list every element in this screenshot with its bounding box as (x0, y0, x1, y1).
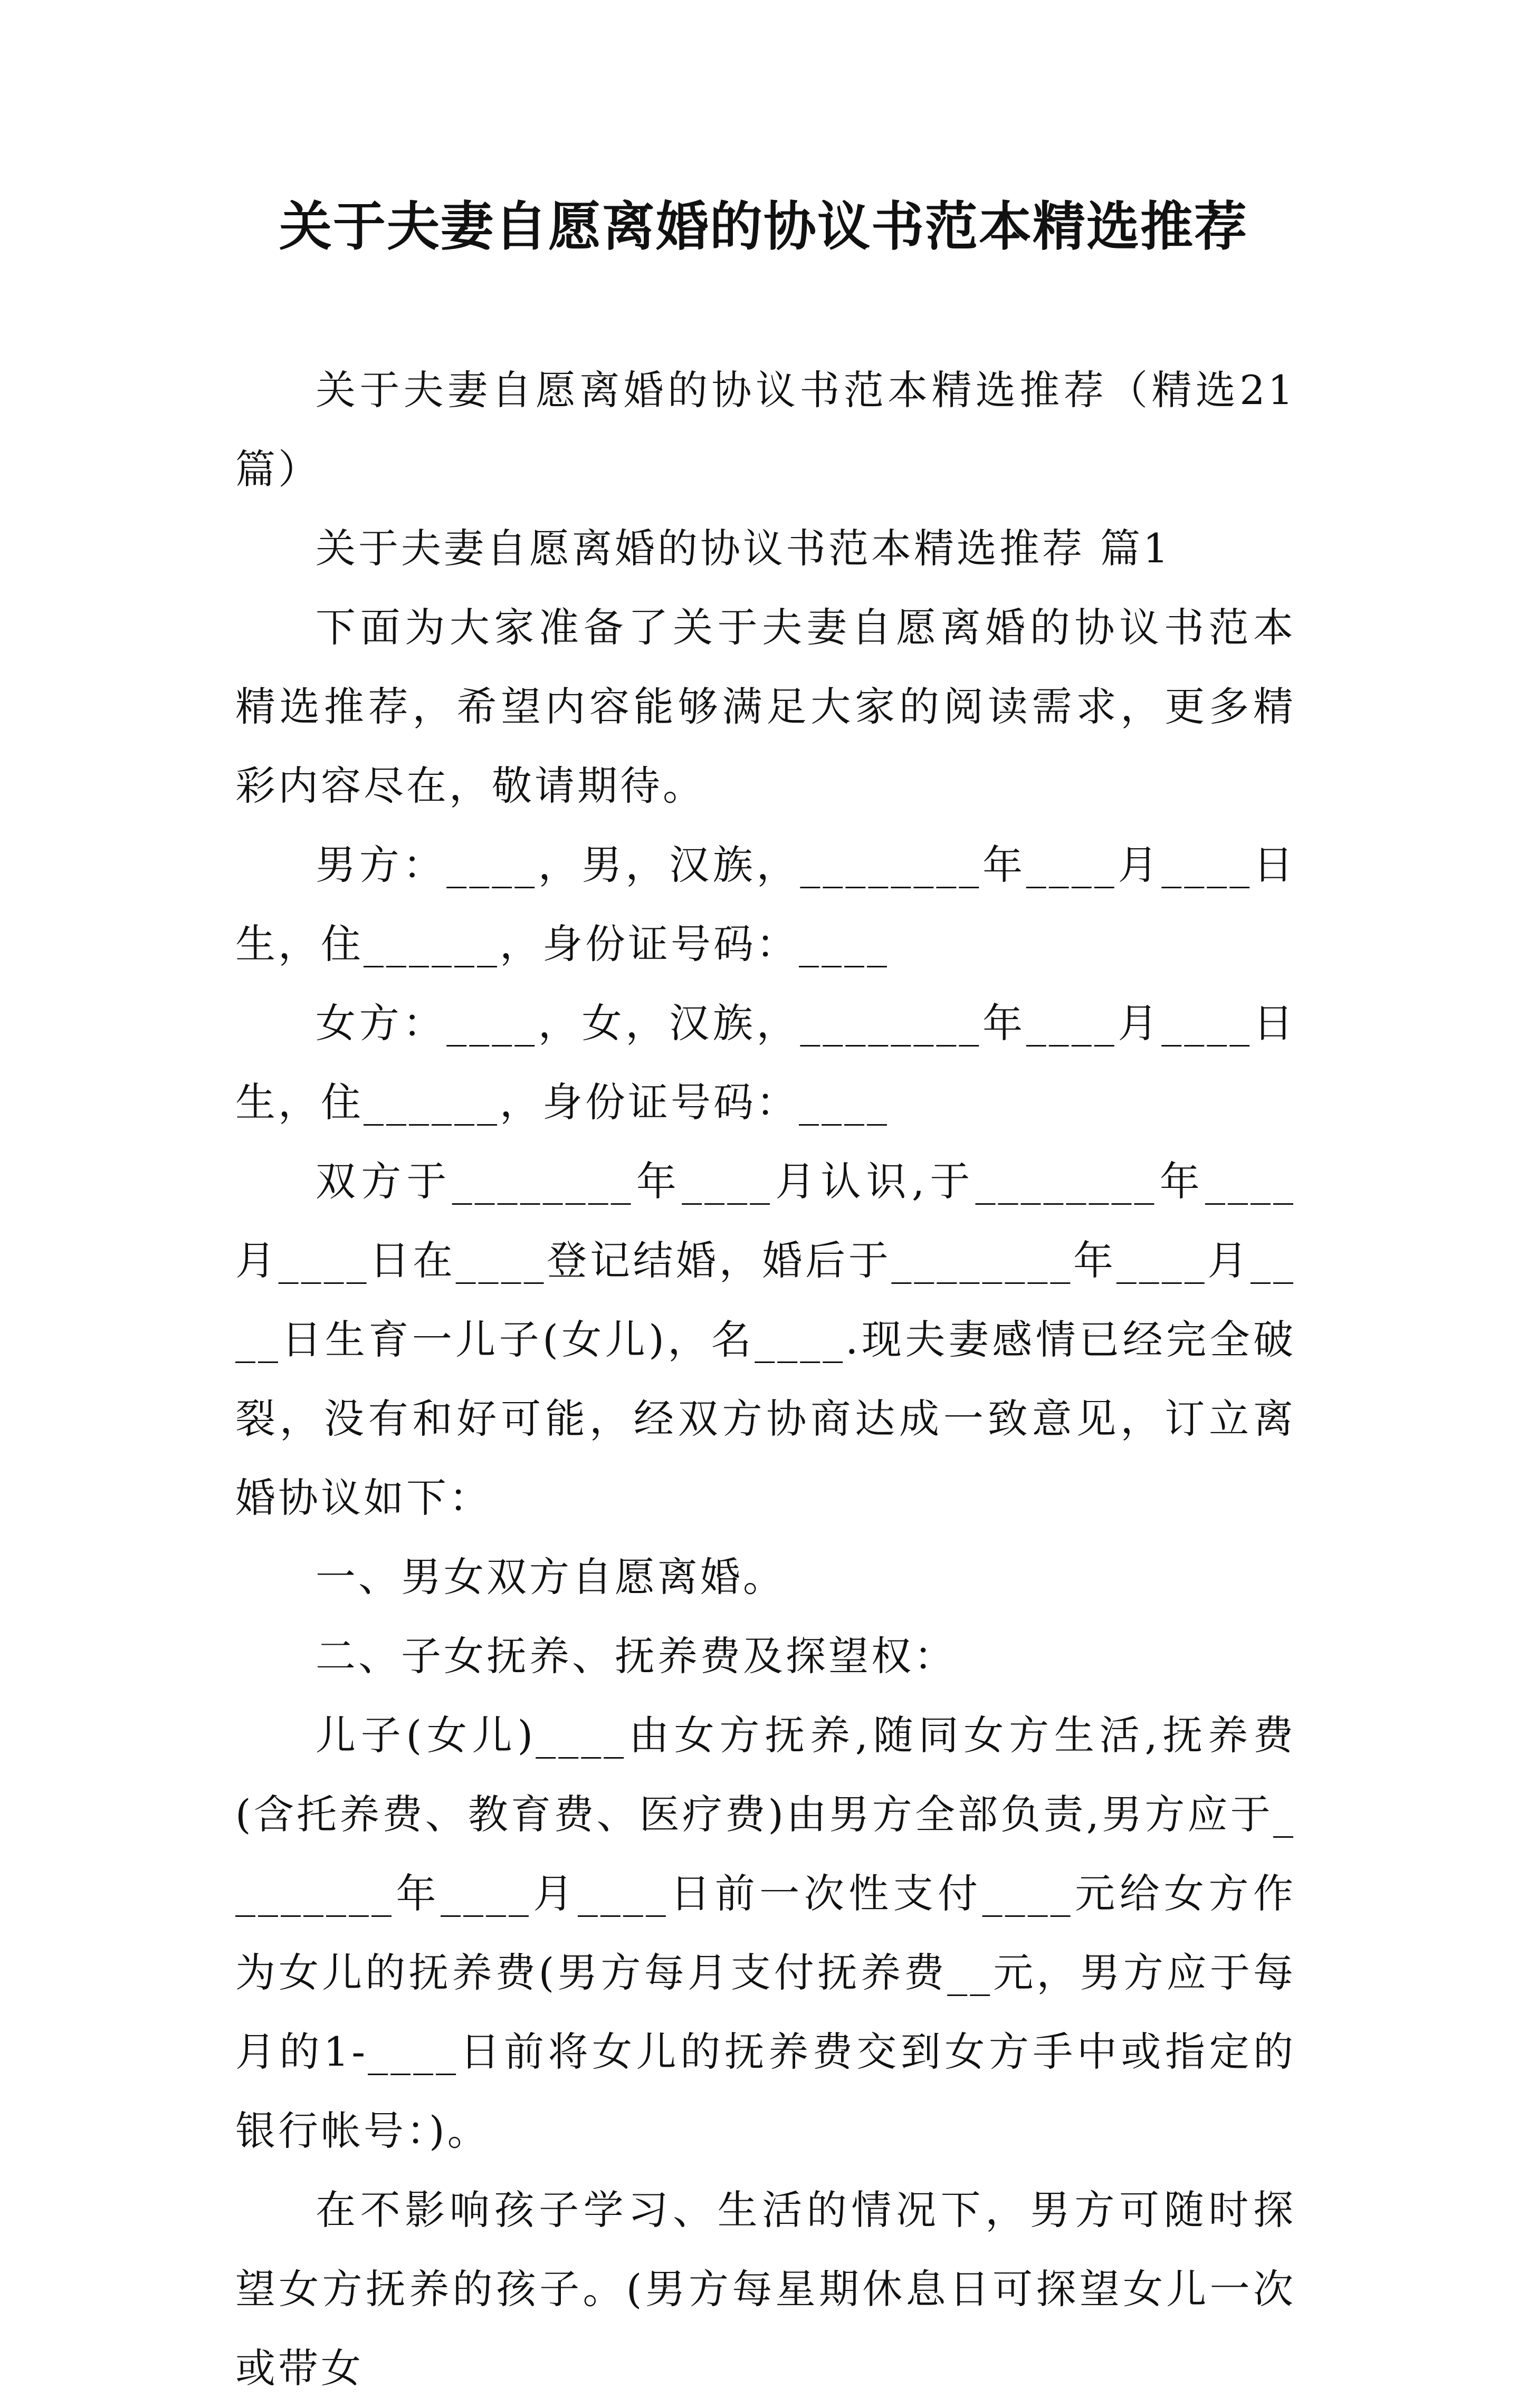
document-body (235, 351, 1296, 2408)
paragraph-marriage-history: 双方于________年____月认识,于________年____月____日在____登记结婚，婚后于________年____月____日生育一儿子(女儿)，名____.现夫妻感情已经完全破裂，没有和好可能，经双方协商达成一致意见，订立离婚协议如下： (235, 1158, 1296, 1521)
paragraph-intro-title: 关于夫妻自愿离婚的协议书范本精选推荐（精选21篇） (235, 367, 1296, 493)
paragraph-clause-1: 一、男女双方自愿离婚。 (316, 1553, 786, 1600)
document-title: 关于夫妻自愿离婚的协议书范本精选推荐 (279, 196, 1248, 257)
paragraph-article-heading: 关于夫妻自愿离婚的协议书范本精选推荐 篇1 (316, 525, 1171, 572)
paragraph-preface: 下面为大家准备了关于夫妻自愿离婚的协议书范本精选推荐，希望内容能够满足大家的阅读需求，更多精彩内容尽在，敬请期待。 (235, 604, 1296, 809)
paragraph-clause-2: 二、子女抚养、抚养费及探望权： (316, 1633, 957, 1680)
paragraph-husband-info: 男方：____，男，汉族，________年____月____日生，住______，身份证号码：____ (235, 841, 1296, 967)
paragraph-wife-info: 女方：____，女，汉族，________年____月____日生，住______，身份证号码：____ (235, 1000, 1296, 1126)
paragraph-child-support: 儿子(女儿)____由女方抚养,随同女方生活,抚养费(含托养费、教育费、医疗费)由男方全部负责,男方应于________年____月____日前一次性支付____元给女方作为女儿的抚养费(男方每月支付抚养费__元，男方应于每月的1-____日前将女儿的抚养费交到女方手中或指定的银行帐号：)。 (235, 1712, 1296, 2154)
paragraph-visitation: 在不影响孩子学习、生活的情况下，男方可随时探望女方抚养的孩子。(男方每星期休息日可探望女儿一次或带女 (235, 2186, 1296, 2392)
